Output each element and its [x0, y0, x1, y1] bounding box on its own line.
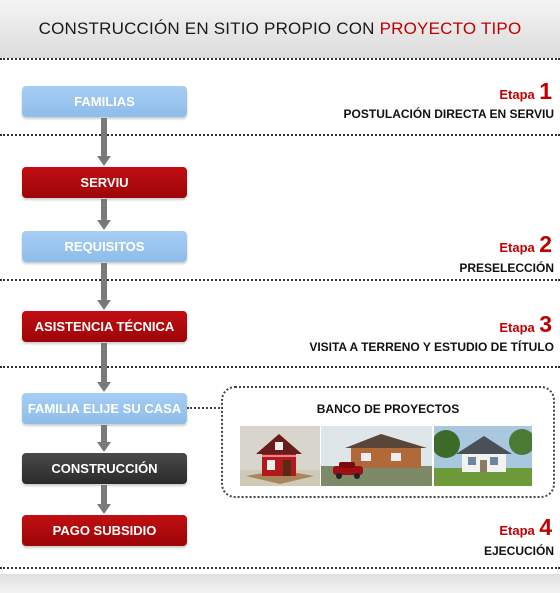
footer-band — [0, 574, 560, 593]
flow-box-label: SERVIU — [80, 175, 129, 190]
separator-stage-2 — [0, 279, 560, 281]
flow-box-label: ASISTENCIA TÉCNICA — [34, 319, 175, 334]
title-accent: PROYECTO TIPO — [379, 19, 522, 38]
stage-1-label — [499, 78, 552, 105]
stage-number: 2 — [539, 231, 552, 257]
stage-4-label — [499, 514, 552, 541]
separator-top — [0, 58, 560, 60]
flow-arrow-down-icon — [97, 263, 111, 310]
flow-box-label: FAMILIA ELIJE SU CASA — [27, 401, 182, 416]
bank-connector — [187, 407, 223, 409]
flow-box-label: PAGO SUBSIDIO — [52, 523, 157, 538]
stage-word: Etapa — [499, 87, 535, 102]
stage-number: 3 — [539, 311, 552, 337]
flow-box-construccion — [22, 453, 187, 484]
flow-box-pago-subsidio — [22, 515, 187, 546]
house-photo-white-icon — [434, 426, 532, 486]
flow-box-familia-elije-su-casa — [22, 393, 187, 424]
separator-stage-3 — [0, 366, 560, 368]
stage-number: 4 — [539, 514, 552, 540]
title-main: CONSTRUCCIÓN EN SITIO PROPIO CON — [38, 19, 380, 38]
flow-box-label: CONSTRUCCIÓN — [51, 461, 158, 476]
page-title — [0, 19, 560, 39]
flow-arrow-down-icon — [97, 485, 111, 514]
stage-word: Etapa — [499, 320, 535, 335]
flow-box-requisitos — [22, 231, 187, 262]
flow-arrow-down-icon — [97, 425, 111, 452]
stage-word: Etapa — [499, 523, 535, 538]
separator-bottom — [0, 567, 560, 569]
flow-box-label: REQUISITOS — [64, 239, 145, 254]
flow-box-serviu — [22, 167, 187, 198]
stage-3-label — [499, 311, 552, 338]
stage-2-description: PRESELECCIÓN — [459, 261, 554, 275]
stage-2-label — [499, 231, 552, 258]
flow-arrow-down-icon — [97, 343, 111, 392]
house-photo-red-icon — [240, 426, 320, 486]
stage-3-description: VISITA A TERRENO Y ESTUDIO DE TÍTULO — [309, 340, 554, 354]
flow-arrow-down-icon — [97, 118, 111, 166]
project-bank-title: BANCO DE PROYECTOS — [316, 402, 460, 416]
flow-box-label: FAMILIAS — [74, 94, 135, 109]
stage-number: 1 — [539, 78, 552, 104]
stage-word: Etapa — [499, 240, 535, 255]
flow-box-asistencia-tecnica — [22, 311, 187, 342]
separator-stage-1 — [0, 134, 560, 136]
house-photo-brown-icon — [321, 426, 432, 486]
flow-arrow-down-icon — [97, 199, 111, 230]
stage-1-description: POSTULACIÓN DIRECTA EN SERVIU — [343, 107, 554, 121]
project-bank-panel — [221, 386, 555, 498]
stage-4-description: EJECUCIÓN — [483, 544, 554, 558]
flow-box-familias — [22, 86, 187, 117]
